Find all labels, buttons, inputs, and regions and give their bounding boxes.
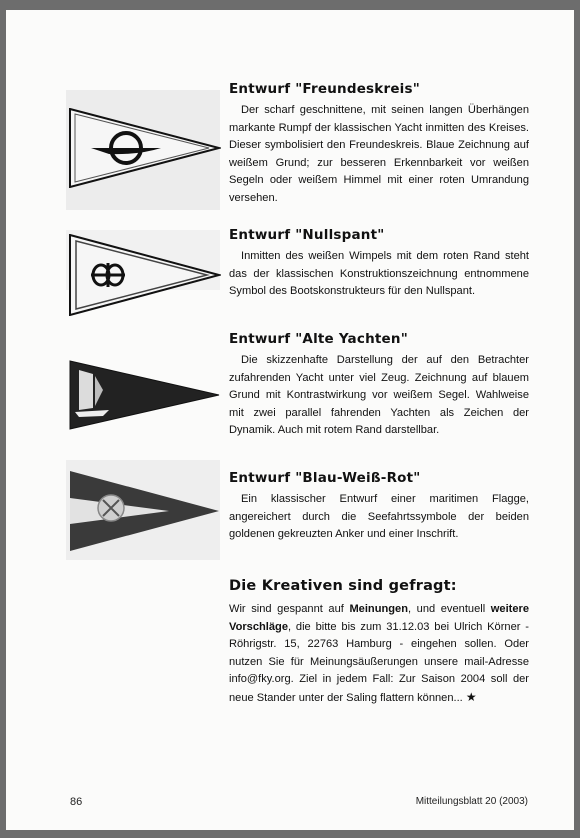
pennant-freundeskreis	[69, 108, 221, 188]
section-alte-yachten	[229, 331, 529, 440]
section-body: Wir sind gespannt auf Meinungen, und eventuell weitere Vorschläge, die bitte bis zum 31.12.03 bei Ulrich Körner - Röhrigstr. 15, 22763 Hamburg - eingehen sollen. Oder nutzen Sie für Meinungsäußerungen unsere mail-Adresse info@fky.org. Ziel in jedem Fall: Zur Saison 2004 soll der neue Stander unter der Saling flattern können... ★	[229, 603, 529, 704]
star-icon: ★	[465, 689, 477, 704]
section-title: Entwurf "Blau-Weiß-Rot"	[229, 470, 421, 486]
section-blau-weiss-rot	[229, 470, 529, 544]
publication-name: Mitteilungsblatt 20 (2003)	[415, 796, 528, 807]
section-body: Ein klassischer Entwurf einer maritimen Flagge, angereichert durch die Seefahrtssymbole der beiden goldenen gekreuzten Anker und einer Inschrift.	[229, 493, 529, 541]
section-body: Der scharf geschnittene, mit seinen langen Überhängen markante Rumpf der klassischen Yacht inmitten des Kreises. Dieser symbolisiert den Freundeskreis. Blaue Zeichnung auf weißem Grund; zur besseren Erkennbarkeit vor weißen Segeln oder weißem Himmel mit einer roten Umrandung versehen.	[229, 104, 529, 204]
section-title: Entwurf "Nullspant"	[229, 227, 385, 243]
section-nullspant	[229, 227, 529, 301]
page-number: 86	[70, 796, 83, 808]
nullspant-symbol-icon	[91, 263, 125, 287]
section-title: Die Kreativen sind gefragt:	[229, 578, 457, 594]
pennant-blau-weiss-rot	[69, 470, 221, 552]
pennant-nullspant	[69, 234, 221, 316]
section-title: Entwurf "Alte Yachten"	[229, 331, 408, 347]
section-freundeskreis	[229, 81, 529, 208]
section-title: Entwurf "Freundeskreis"	[229, 81, 420, 97]
section-kreative	[229, 578, 529, 708]
section-body: Die skizzenhafte Darstellung der auf den Betrachter zufahrenden Yacht unter viel Zeug. Zeichnung auf blauem Grund mit Kontrastwirkung vor weißem Segel. Wahlweise mit zwei parallel fahrenden Yachten als Zeichen der Dynamik. Auch mit rotem Rand darstellbar.	[229, 354, 529, 437]
pennant-alte-yachten	[69, 360, 221, 430]
section-body: Inmitten des weißen Wimpels mit dem roten Rand steht das der klassischen Konstruktionszeichnung entnommene Symbol des Bootskonstrukteurs für den Nullspant.	[229, 250, 529, 298]
sail-icon	[79, 370, 93, 410]
